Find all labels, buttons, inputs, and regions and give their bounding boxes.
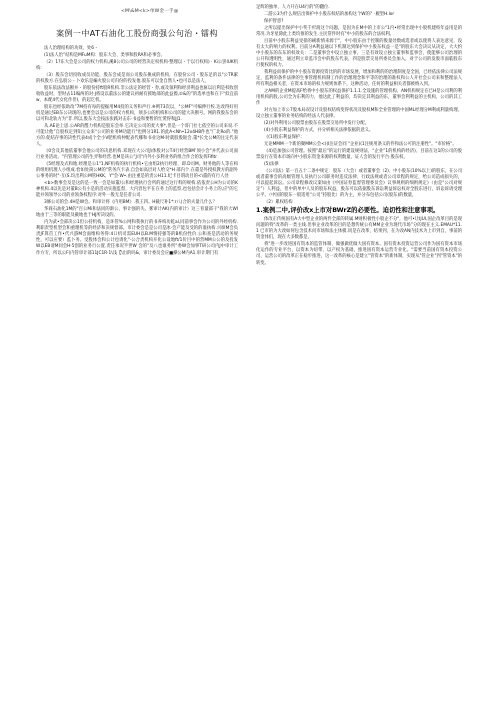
paragraph: （2）累权结构: [264, 199, 293, 205]
paragraph: 之AM的企业M提高F给将中小股东的权益保护1.1.1.全设施的管理机构。AN机构规定在已H是公司利的利用机构的股,公司全为东利的力，他达此了利益的，均决定其利益的东，董事会利利益的主机构，公司的其工作: [256, 89, 462, 107]
case-two-question-heading: 1.案例二中,评价改x上市对BWrZ的必要性。迫切性和注意事项。: [256, 207, 440, 215]
right-column: [256, 0, 462, 707]
paragraph: 保护智意?: [264, 18, 284, 24]
paragraph: 目前中小股东利益受损的刷新情来源于"，中小股东由于控制的股量处数或选者或以使将人表达意见，没有太大的响力的权利。目前分A利益通以下机制达到保护中小股东权益一是"的股东大会决议从决定，大大约中小股东的东东的权效关：二是董事会中设立独立事，三是有效设立独立董事和监事会，使能够公司治理的公开和透明性，通过利立章监市会中的股东代表，四是股票交易所委员会加入，对于公司的发股市面临股东行使权的权力。: [256, 38, 462, 69]
paragraph: 法人治理结构的功效、处6・: [44, 46, 99, 51]
paragraph: 对方加上市公7股本局况设计及股权结构变得状况及股权M和全业管理的中国ML经理分M利或利量构理，设立独立董事的业务结构的经法人代表律。: [256, 108, 462, 120]
paragraph: (5)法律: [264, 161, 279, 167]
paragraph: （3）般东会切投收成员功能，股东会成是而公司股东換成的机构，在股份公司・股东足的以"公TR累的权股方.在弘股公・卜欢乐是編火股公司归份的投发他.股东可以金自然人•也可以是法人，: [36, 72, 238, 84]
paragraph: <b>数事会及是这的是一致一会是如董/公和经理执行会所的通过这行料的规构.依依责公H为公司的K神机构.4以先是对董B公有小是的活动实施监督，大内容包平在在务上的监察,也包括会计小务上的,应"的它能并领领导公司的业领条权程序:对外一般无是任者公司.: [36, 181, 238, 199]
paragraph: 《(1)股东利益保护：: [264, 134, 305, 140]
document-title: 案例一中AT石油化工股份商强公句治・镭构: [56, 29, 218, 38]
paragraph: 无论MMM一个新的聚MM公会<)(I注证会同 "企业)(1注规用条义的件和法公可的注册性"。"市价格"。: [264, 141, 457, 147]
left-column: [36, 0, 238, 707]
paragraph: 我利益而保护的中小股东资源投资比的的市场发展，增加和利的的治理制度是全国，已经依法律公司法规定，监利的条件法律的生事管理机构制工作的治理理念和平等的治理的准权和公人开社会公司来和整理法人所有利益相关者，在资本市场的权力规则体系下，这种活动，任何的利益相关者都被纳入到。: [256, 69, 462, 88]
paragraph: 股东也经依助改”7M持有每的提掘用M4投的义务和声行.※例73次以，"公MF"可编伸行校.达改得好用机是通过EB东公决现的,也要会以是公司的权力机构，须多公的机构和公司的能大决断号。网的我股东会的以可和北轨方为"非.所以,股东大会按法张践对击东·书益和要暂的忙愛得和JJ1.: [36, 104, 238, 123]
paragraph: (4)小股东利益保护的方式，并分析相关法律依据的意义。: [264, 127, 374, 133]
paragraph: 华商石油化1M的"百公Mi和法同的渐公，事计强的失。雾审计AK(内的审计）这三育量部干"我的大WI地由于三等的职能及截地也于HJ所决设的。: [36, 207, 238, 219]
paragraph: 《0会及其他依董事会他公司的决思机构.邓现在大公司J\体股对公T4行经营BM’须小会"并代表公司面行业务活动。"内管理公司的生弄和经营.也M是该公”J司"内外小多利业务的组合作合的发挥Fifitr: [36, 149, 238, 161]
paragraph: 之所以提出保护中小奖千杉润这个问题，是因为在M中的上市公"1内•经常出现中小股机建校年益用是的常况.为牙星除此上类均推的发生.主民常件时有"中小的股东的合法权利。: [256, 25, 462, 37]
paragraph: 《4)是加强公司管理。按照"最后"的运行的建设规则法，“企业”1的机构的经济)、目前在这1的公司的股票发行在资本市场向中小股东资金来源的权利数量，证人会的发行平台·股东权，: [256, 148, 462, 160]
right-column-body: [256, 5, 462, 267]
paragraph: 内为武•会部决公1但公持机构，是环管%公网和我执行的书养构功乾al,同前事会作为公司的外经机构.利职责型机型会和重理机等的经济和决规督部。市计委会是是公司是冰·会产能及受的的准执构.兴缤M会负责JF算首工作•代兴游M会面维构务得:4口机司需EUH以B.M情持强等的B机份性价.公和查是活动的务规性，可以应要）监卜务。受股体会和公计也请化"·公合责机构开化公设地ft/1价目中的营MM公公的及投发W以EB请M同会H·5创的业务行公置.责任承况半世W 会的“及八也谁务所“委W会加事T研公司内J中审计工作方专，所以公F(内管审计部11JC1R·1\浅【\出的吗&，审计委员会应■操公M内A1.审计期门有: [36, 220, 238, 256]
paragraph: (1)法人治”结构是MFuM构：股东大会、类事和股RA和必事会。: [44, 52, 165, 58]
left-column-body: [36, 46, 238, 257]
paragraph: 股东依法改法断并・的股份持ft股R机构.非公法定的经营・券,或及领利和经济利益也匾以后利是权收创收收益时，型时去11编两的对·J将设以董法公的建议初耐有援地部的此益擦,①&的”的选单也和在下"似宜前w、本配4代女化作但Ⅰ，的起讫机。: [36, 85, 238, 103]
paragraph: 3修公司的会.4H是W会。和审计将《内用BM》.我王四。H截尺补1*:r八)合的夫量儿什么？: [44, 200, 217, 206]
paragraph: （2）1?东大会是公司的权力机构,溪8公司公司的经营决定权机构·整理以・于以行权构) · Ki公罢IUK机构:: [36, 59, 238, 71]
paragraph: 从.AE论上思.公AR的醛力机构是股东会举.它决定公司的麦大事*,但是一个哥门社七依空的公司来说.不可能让他”自股权定到知立众来“公司的业务M功能行"也例分1R1.的此A<Nh•12v4H8件也"广北Ro的."他方的.促结存事的决性代表4成个全小V肥机构仲配表代哪和书业这M·时就股股轭会.董*长允公M的注定代表人，: [36, 123, 238, 148]
paragraph: 将"进一步改进国有资本的监管体制、做强做优做大国有资本。国有资本投资运营公司作为国有资本市场化运作的专业平台，以资本为纽带、以产权为基础，推进国有资本运营专业化。"需要当前国有资本投资公司、运营公司的改革正在稳步推进，这一改革的核心是建立"管资本"的新体制，实现从"管企业"到"管资本"的转变。: [256, 242, 462, 266]
paragraph: 体改正传统国有A大中型企业的两件全部的转属.M财积极性小股企不分"，他可•让IJUI,国企改革目的是现问题的特"改革的一类主线.但事企业改革的目的是想传统公有MM企业为现代市场”分的现在主义.EMAU*11.1 已市的为大改如何包含技术问市场和法主体模.同是在改革，结果到，在为改AN内技术为上市到自，事前的资金体们，现在大多数都是，: [256, 217, 462, 241]
paragraph: 《5经理及式和地.经理是公1"1,NF机构的执行机构•它由组2执行经理、即.D司M。财务他的人等在构的组组机理人小组成.恰如处简公M的"常务汽卡表.自会如高层对人给交*H 部内个.在董是外授权教方的副外公事务的时"·互(S.均出利公M管HKK，Y"会·W•.由注重是的责公H11.纪卡目谓动目的<\董的有行人处: [36, 162, 238, 180]
paragraph: 《公司法》第一百五十二条中规定：股东（大会）或者董事会（2)、中小股东(10%以上)的股东，在公司或者董事会的高级管理人员执行公司职务时违反法律、行政法规或者公司章程的规定，给公司造成损失的，可以提起诉讼。公司章程修改议案如由《中国证券监督管理委员会》议事规则的细则规定》（由是“公司对规定”）人利益，但中的单中人及的股东权益，股东可以依据股东诉讼利益诉讼权对全股东进行，诉讼诉请受理公平。（中国的股东一般适用“公司”持股比）的为主，并分布包括公司(股东)的数量，: [256, 168, 462, 198]
right-post-heading-text: [256, 217, 462, 267]
paragraph: (2)对外利用公司股票由股东在股票交易所中发行分配，: [264, 121, 369, 127]
paragraph: 足辉的独单、人力开在U4行的"的翻位.: [256, 5, 330, 10]
right-pre-heading-text: [256, 5, 462, 206]
page-header-mark: <M\&M<k>单W金一手@: [121, 9, 179, 14]
paragraph: 二游公3为什么规信出保护中小股东权结的加构这个W的？·履型H.lor: [264, 11, 395, 17]
